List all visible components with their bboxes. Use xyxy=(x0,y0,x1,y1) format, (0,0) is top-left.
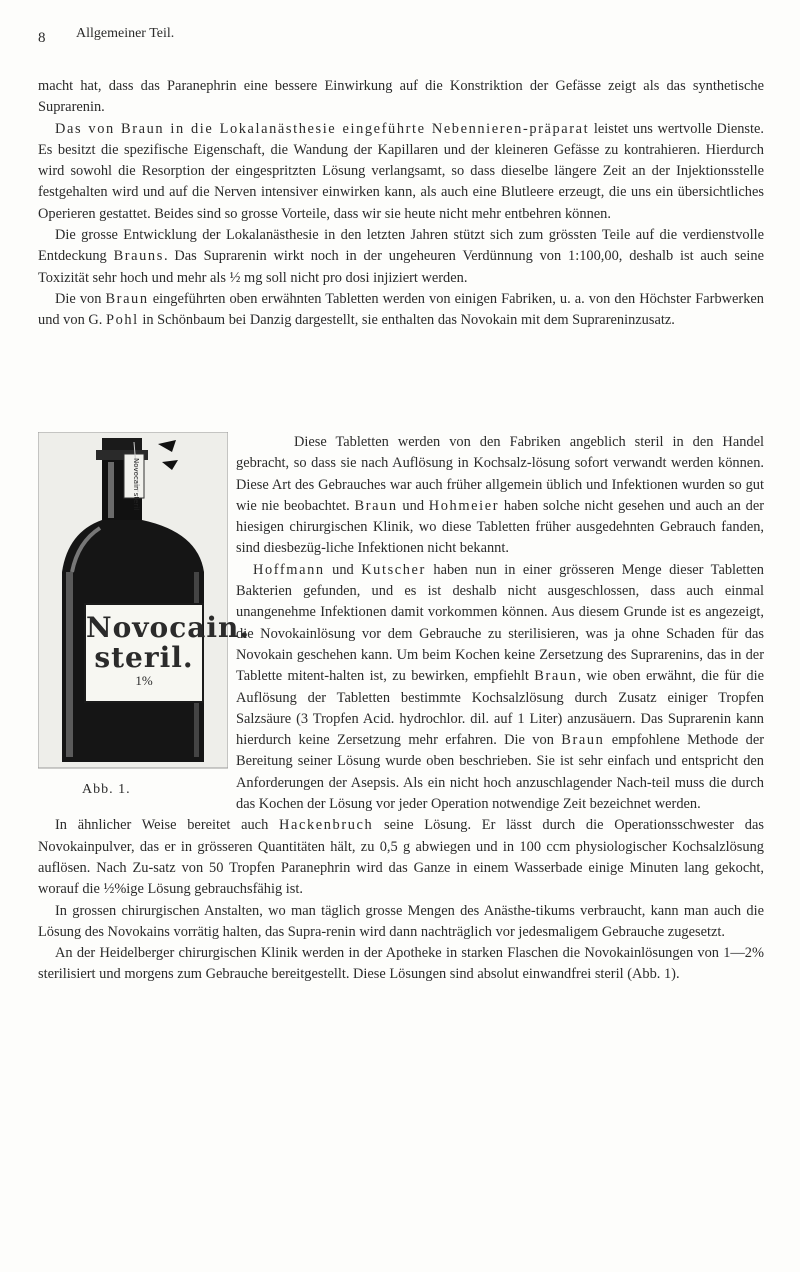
paragraph xyxy=(38,119,764,225)
paragraph xyxy=(38,901,764,944)
spaced-name: Brauns xyxy=(113,248,164,265)
text-run: . Das Suprarenin wirkt noch in der ungeheuren Verdünnung von 1:100,00, deshalb ist auch seine Toxizität sehr hoch und mehr als ½ mg soll nicht pro dosi injiziert werden. xyxy=(38,248,764,286)
paragraph xyxy=(38,815,764,900)
spaced-name: Kutscher xyxy=(361,561,426,578)
running-head xyxy=(38,26,764,46)
spaced-name: Braun xyxy=(105,290,149,307)
spaced-name: Braun xyxy=(561,732,605,749)
text-run: haben nun in einer grösseren Menge dieser Tabletten Bakterien gefunden, und es ist deshalb nicht ausgeschlossen, dass auch einmal unangenehme Infektionen damit vorkommen können. Aus diesem Grunde ist es angezeigt, die Novokainlösung vor dem Gebrauche zu sterilisieren, was ja ohne Schaden für das Novokain geschehen kann. Um beim Kochen keine Zersetzung des Suprarenins, das in der Tablette mitent-halten ist, zu bewirken, empfiehlt xyxy=(236,561,764,685)
text-run: In grossen chirurgischen Anstalten, wo man täglich grosse Mengen des Anästhe-tikums verbraucht, kann man auch die Lösung des Novokains vorrätig halten, das Supra-renin wird dann nachträglich vor jedesmaligem Gebrauche zugesetzt. xyxy=(38,902,764,940)
figure-caption: Abb. 1. xyxy=(82,782,131,797)
spaced-name: Hoffmann xyxy=(253,561,325,578)
text-run: Diese Tabletten werden von den Fabriken angeblich steril in den Handel gebracht, so dass sie nach Auflösung in Kochsalz-lösung sofort verwandt werden können. Diese Art des Gebrauches war auch früher allgemein üblich und Infektionen wurden so gut wie nie beobachtet. xyxy=(236,434,764,514)
text-run: haben solche nicht gesehen und auch an der hiesigen chirurgischen Klinik, wo diese Tabletten früher ausgedehnten Gebrauch fanden, sind diesbezüg-liche Infektionen nicht bekannt. xyxy=(236,497,764,557)
running-title: Allgemeiner Teil. xyxy=(76,26,175,41)
text-run: seine Lösung. Er lässt durch die Operationsschwester das Novokainpulver, das er in grösseren Quantitäten hält, zu 0,5 g abwiegen und in 100 ccm physiologischer Kochsalzlösung auflösen. Nach Zu-satz von 50 Tropfen Paranephrin wird das Ganze in einem Wasserbade einige Minuten lang gekocht, worauf die ½%ige Lösung gebrauchsfähig ist. xyxy=(38,817,764,898)
spaced-name: Das von Braun in die Lokalanästhesie eingeführte Nebennieren-präparat xyxy=(55,120,590,137)
text-run: in Schönbaum bei Danzig dargestellt, sie enthalten das Novokain mit dem Suprareninzusatz. xyxy=(138,312,675,329)
spaced-name: Hackenbruch xyxy=(278,817,374,834)
spaced-name: Pohl xyxy=(105,312,139,329)
bottle-illustration xyxy=(38,432,251,772)
label-novocain: Novocain. xyxy=(86,611,251,644)
text-run: eingeführten oben erwähnten Tabletten werden von einigen Fabriken, u. a. von den Höchster Farbwerken und von G. xyxy=(38,290,764,329)
text-run: , wie oben erwähnt, die für die Auflösung der Tabletten bestimmte Kochsalzlösung durch Zusatz einiger Tropfen Salzsäure (3 Tropfen Acid. hydrochlor. dil. auf 1 Liter) anzusäuern. Das Suprarenin kann hierdurch keine Zersetzung mehr erfahren. Die von xyxy=(236,668,765,749)
paragraph xyxy=(38,289,764,332)
paragraph xyxy=(38,76,764,119)
page-number: 8 xyxy=(38,30,46,46)
label-percent: 1% xyxy=(135,673,153,688)
label-steril: steril. xyxy=(94,641,194,674)
spaced-name: Braun xyxy=(534,668,578,685)
body-text-top xyxy=(38,76,764,332)
bottle-label xyxy=(84,603,251,703)
text-run: In ähnlicher Weise bereitet auch xyxy=(55,817,279,834)
spaced-name: Hohmeier xyxy=(428,497,500,514)
text-run: macht hat, dass das Paranephrin eine bessere Einwirkung auf die Konstriktion der Gefässe zeigt als das synthetische Suprarenin. xyxy=(38,78,764,116)
paragraph xyxy=(38,225,764,289)
text-run: empfohlene Methode der Bereitung seiner Lösung wurde oben beschrieben. Sie ist sehr einfach und entspricht den Anforderungen der Asepsis. Als ein nicht hoch anzuschlagender Nach-teil muss die durch das Kochen der Lösung vor jeder Operation notwendige Zeit bezeichnet werden. xyxy=(236,732,764,813)
text-run: leistet uns wertvolle Dienste. Es besitzt die spezifische Eigenschaft, die Wandung der Kapillaren und der kleineren Gefässe zu kontrahieren. Hierdurch wird sowohl die Resorption der eingespritzten Lösung verlangsamt, so dass dieselbe längere Zeit an der Injektionsstelle festgehalten wird und auf die Nerven intensiver einwirken kann, als auch eine Blutleere erzeugt, die uns ein übersichtliches Operieren gestattet. Beides sind so grosse Vorteile, dass wir sie heute nicht mehr entbehren können. xyxy=(38,120,764,222)
text-run: Die von xyxy=(55,290,106,307)
neck-label-text: Novocain steril xyxy=(132,458,140,511)
paragraph xyxy=(38,943,764,986)
text-run: und xyxy=(324,561,362,578)
spaced-name: Braun xyxy=(354,497,398,514)
text-run: Die grosse Entwicklung der Lokalanästhesie in den letzten Jahren stützt sich zum grössten Teile auf die verdienstvolle Entdeckung xyxy=(38,227,764,265)
text-run: An der Heidelberger chirurgischen Klinik werden in der Apotheke in starken Flaschen die Novokainlösungen von 1—2% sterilisiert und morgens zum Gebrauche bereitgestellt. Diese Lösungen sind absolut einwandfrei steril (Abb. 1). xyxy=(38,945,764,983)
text-run: und xyxy=(397,497,429,514)
figure-novocain-bottle xyxy=(38,432,251,804)
figure-section xyxy=(38,432,764,986)
